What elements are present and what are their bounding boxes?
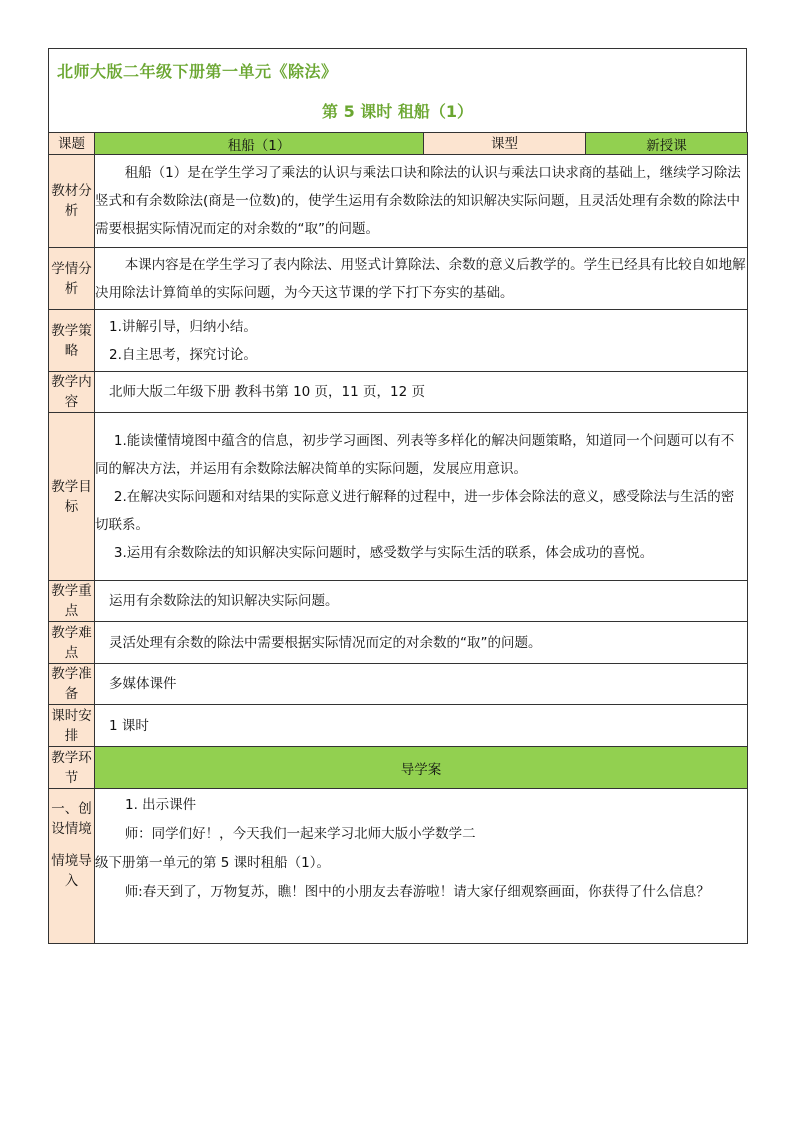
content-text: 北师大版二年级下册 教科书第 10 页，11 页，12 页	[109, 384, 425, 400]
section-title: 导学案	[95, 747, 748, 789]
time-text: 1 课时	[109, 717, 149, 734]
lesson-plan-table	[48, 132, 748, 944]
row-strategy	[49, 310, 748, 372]
strategy-label: 教学策略	[49, 310, 95, 372]
row-difficulty	[49, 622, 748, 664]
section-label: 教学环节	[49, 747, 95, 789]
prep-label: 教学准备	[49, 664, 95, 705]
row-key-point	[49, 581, 748, 622]
textbook-text: 租船（1）是在学生学习了乘法的认识与乘法口诀和除法的认识与乘法口诀求商的基础上，继续学习除法竖式和有余数除法(商是一位数)的，使学生运用有余数除法的知识解决实际问题，且灵活处理有余数的除法中需要根据实际情况而定的对余数的“取”的问题。	[95, 165, 741, 237]
step1-line: 级下册第一单元的第 5 课时租船（1）。	[95, 855, 331, 871]
row-textbook-analysis	[49, 155, 748, 248]
course-label: 课题	[49, 133, 95, 155]
step1-sub-label: 情境导入	[51, 853, 92, 889]
content-label: 教学内容	[49, 372, 95, 413]
course-type-label: 课型	[424, 133, 586, 155]
strategy-item: 1.讲解引导，归纳小结。	[109, 318, 257, 335]
step1-line: 1. 出示课件	[125, 797, 197, 813]
goals-label: 教学目标	[49, 413, 95, 581]
time-label: 课时安排	[49, 705, 95, 747]
row-time	[49, 705, 748, 747]
course-row	[49, 133, 748, 155]
key-label: 教学重点	[49, 581, 95, 622]
row-section	[49, 747, 748, 789]
students-text: 本课内容是在学生学习了表内除法、用竖式计算除法、余数的意义后教学的。学生已经具有比较自如地解决用除法计算简单的实际问题，为今天这节课的学下打下夯实的基础。	[95, 256, 746, 301]
course-topic: 租船（1）	[95, 133, 424, 155]
row-goals	[49, 413, 748, 581]
strategy-item: 2.自主思考，探究讨论。	[109, 346, 257, 363]
step1-line: 师：同学们好！，今天我们一起来学习北师大版小学数学二	[124, 826, 476, 842]
lesson-plan-sheet	[48, 48, 747, 944]
step1-line: 师:春天到了，万物复苏，瞧！图中的小朋友去春游啦！请大家仔细观察画面，你获得了什么信息？	[124, 884, 710, 900]
document-title: 北师大版二年级下册第一单元《除法》	[57, 62, 338, 81]
course-type-value: 新授课	[586, 133, 748, 155]
difficulty-text: 灵活处理有余数的除法中需要根据实际情况而定的对余数的“取”的问题。	[109, 634, 542, 651]
textbook-label: 教材分析	[49, 155, 95, 248]
goal-item: 3.运用有余数除法的知识解决实际问题时，感受数学与实际生活的联系，体会成功的喜悦。	[113, 544, 654, 561]
row-preparation	[49, 664, 748, 705]
goal-item: 2.在解决实际问题和对结果的实际意义进行解释的过程中，进一步体会除法的意义，感受除法与生活的密切联系。	[95, 488, 735, 533]
row-content	[49, 372, 748, 413]
step1-stage-label: 一、创设情境	[51, 801, 92, 837]
lesson-title: 第 5 课时 租船（1）	[322, 102, 473, 121]
row-student-analysis	[49, 248, 748, 310]
row-step-1	[49, 789, 748, 944]
goal-item: 1.能读懂情境图中蕴含的信息，初步学习画图、列表等多样化的解决问题策略，知道同一个问题可以有不同的解决方法，并运用有余数除法解决简单的实际问题，发展应用意识。	[95, 432, 735, 477]
title-block	[48, 48, 747, 132]
key-text: 运用有余数除法的知识解决实际问题。	[109, 593, 339, 609]
difficulty-label: 教学难点	[49, 622, 95, 664]
prep-text: 多媒体课件	[109, 676, 177, 692]
students-label: 学情分析	[49, 248, 95, 310]
